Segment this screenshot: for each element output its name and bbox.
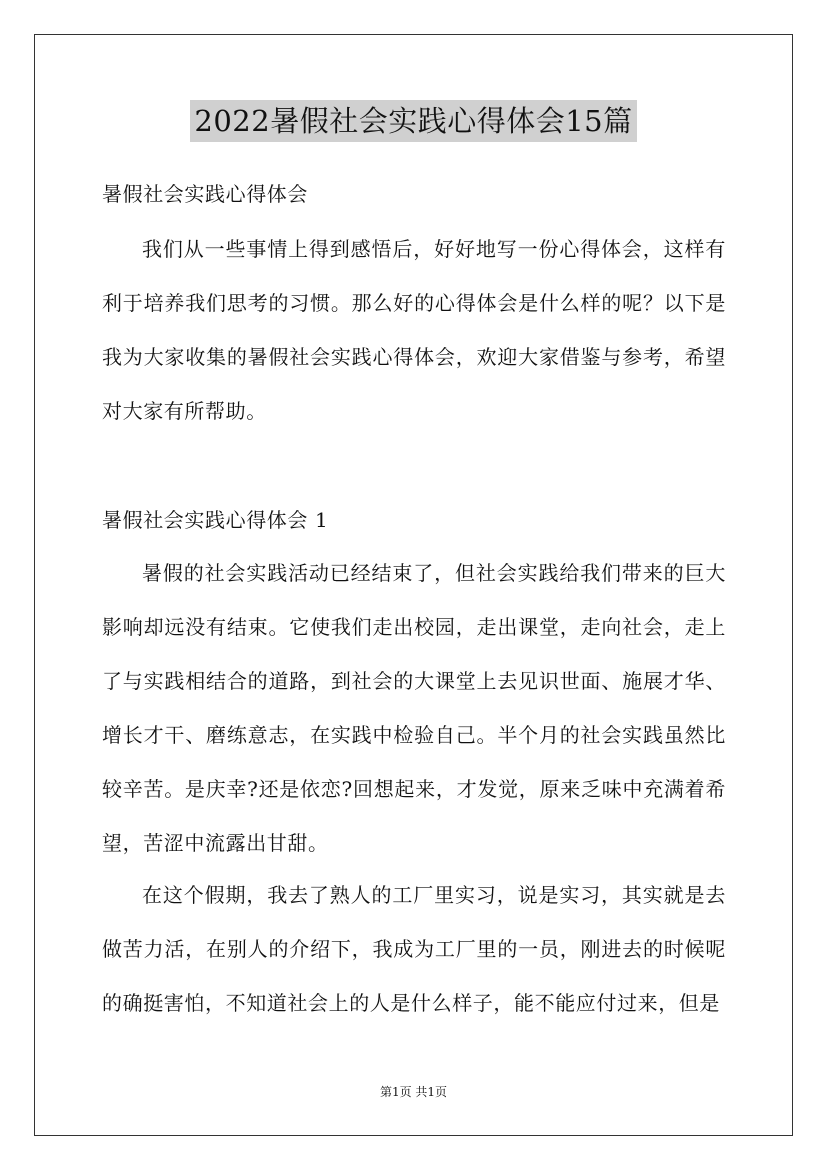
title-container: [0, 100, 827, 142]
document-title: 2022暑假社会实践心得体会15篇: [190, 100, 636, 142]
section-heading-intro: 暑假社会实践心得体会: [102, 182, 308, 206]
intro-paragraph: 我们从一些事情上得到感悟后，好好地写一份心得体会，这样有利于培养我们思考的习惯。那么好的心得体会是什么样的呢？以下是我为大家收集的暑假社会实践心得体会，欢迎大家借鉴与参考，希望对大家有所帮助。: [102, 237, 726, 423]
section-heading-1: 暑假社会实践心得体会 1: [102, 508, 329, 532]
body-paragraph-1: 暑假的社会实践活动已经结束了，但社会实践给我们带来的巨大影响却远没有结束。它使我们走出校园，走出课堂，走向社会，走上了与实践相结合的道路，到社会的大课堂上去见识世面、施展才华、增长才干、磨练意志，在实践中检验自己。半个月的社会实践虽然比较辛苦。是庆幸?还是依恋?回想起来，才发觉，原来乏味中充满着希望，苦涩中流露出甘甜。: [102, 561, 726, 855]
body-paragraph-2: 在这个假期，我去了熟人的工厂里实习，说是实习，其实就是去做苦力活，在别人的介绍下，我成为工厂里的一员，刚进去的时候呢的确挺害怕，不知道社会上的人是什么样子，能不能应付过来，但是: [102, 883, 726, 1015]
page-footer: 第1页 共1页: [379, 1085, 448, 1099]
